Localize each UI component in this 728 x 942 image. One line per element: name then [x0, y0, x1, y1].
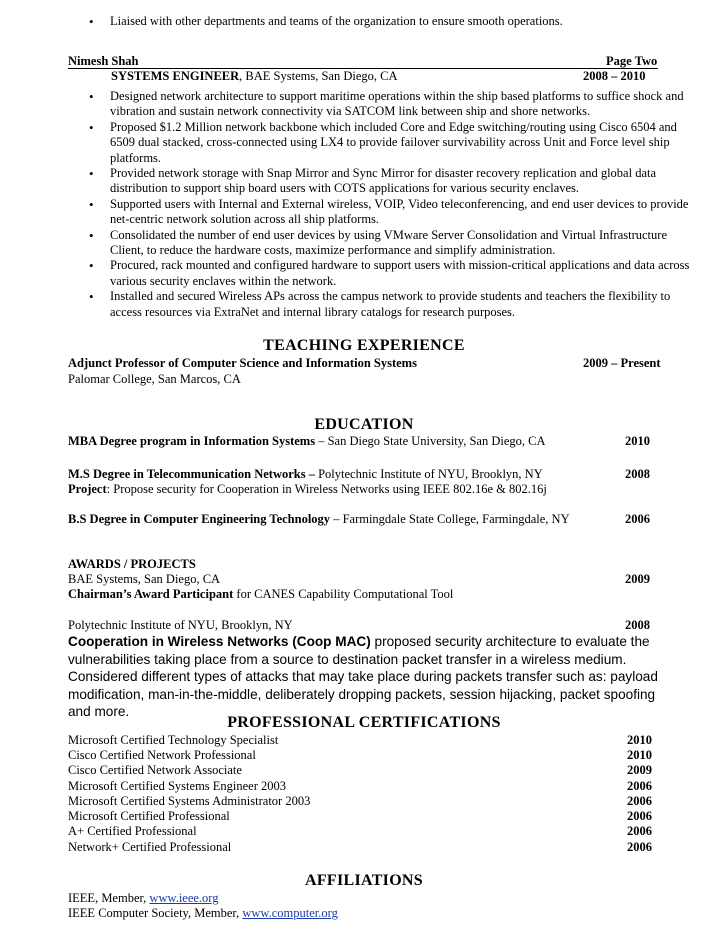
cert-row	[68, 763, 652, 778]
job-bullet: • Procured, rack mounted and configured hardware to support users with mission-critical applications and data across various security enclaves within the network.	[0, 258, 690, 289]
affiliation-item	[68, 906, 338, 921]
awards-heading: AWARDS / PROJECTS	[68, 557, 196, 571]
cert-row	[68, 748, 652, 763]
project-label: Project	[68, 482, 107, 496]
job-bullet: • Supported users with Internal and External wireless, VOIP, Video teleconferencing, and end user devices to provide net-centric network solution across all ship platforms.	[0, 197, 690, 228]
teaching-role: Adjunct Professor of Computer Science and Information Systems	[68, 356, 417, 370]
cert-row	[68, 794, 652, 809]
degree-year: 2010	[625, 434, 650, 448]
job-bullets	[0, 89, 690, 320]
affiliation-link[interactable]: www.computer.org	[242, 906, 338, 920]
cert-name: Microsoft Certified Systems Engineer 2003	[68, 779, 287, 793]
education-project	[68, 482, 547, 497]
cert-year: 2006	[627, 824, 652, 838]
cert-row	[68, 824, 652, 839]
cert-row	[68, 733, 652, 748]
education-item	[68, 512, 570, 527]
affiliation-label: IEEE Computer Society, Member,	[68, 906, 243, 920]
job-title: SYSTEMS ENGINEER	[111, 69, 240, 83]
job-employer: , BAE Systems, San Diego, CA	[239, 69, 398, 83]
job-bullet: • Consolidated the number of end user devices by using VMware Server Consolidation and Virtual Infrastructure Client, to reduce the hardware costs, maximize performance and simplify administration.	[0, 228, 690, 259]
education-item	[68, 467, 543, 482]
teaching-heading: TEACHING EXPERIENCE	[263, 337, 465, 354]
header-name: Nimesh Shah	[68, 54, 139, 68]
education-heading: EDUCATION	[314, 416, 414, 433]
award-year: 2009	[625, 572, 650, 586]
cert-year: 2006	[627, 794, 652, 808]
degree-school: Polytechnic Institute of NYU, Brooklyn, NY	[314, 467, 543, 481]
award-org: BAE Systems, San Diego, CA	[68, 572, 221, 586]
award-title-line	[68, 587, 453, 602]
degree-name: B.S Degree in Computer Engineering Technology	[68, 512, 331, 526]
cert-name: A+ Certified Professional	[68, 824, 197, 838]
header-page-label: Page Two	[606, 54, 658, 68]
job-title-line	[111, 69, 398, 84]
award-title: Chairman’s Award Participant	[68, 587, 234, 601]
degree-school: – San Diego State University, San Diego, CA	[315, 434, 546, 448]
education-item	[68, 434, 546, 449]
cert-row	[68, 809, 652, 824]
cert-name: Cisco Certified Network Professional	[68, 748, 256, 762]
cert-year: 2006	[627, 779, 652, 793]
certifications-heading: PROFESSIONAL CERTIFICATIONS	[227, 714, 501, 731]
job-bullet: • Installed and secured Wireless APs across the campus network to provide students and teachers the flexibility to access resources via ExtraNet and internal library catalogs for research purposes.	[0, 289, 690, 320]
degree-year: 2008	[625, 467, 650, 481]
teaching-place: Palomar College, San Marcos, CA	[68, 372, 241, 386]
cert-name: Network+ Certified Professional	[68, 840, 232, 854]
degree-name: MBA Degree program in Information Systems	[68, 434, 316, 448]
cert-name: Cisco Certified Network Associate	[68, 763, 242, 777]
cert-year: 2009	[627, 763, 652, 777]
coop-project	[68, 633, 668, 721]
cert-name: Microsoft Certified Systems Administrator 2003	[68, 794, 311, 808]
job-bullet: • Designed network architecture to support maritime operations within the ship based platforms to suffice shock and vibration and sustain network connectivity via SATCOM link between ship and shore networks.	[0, 89, 690, 120]
award-year: 2008	[625, 618, 650, 632]
coop-desc: proposed security architecture to evaluate the vulnerabilities taking place from a source to destination packet transfer in a wireless medium. Considered different types of attacks that may take place during packets transfer such as: payload modification, man-in-the-middle, deliberately dropping packets, session hijacking, packet spoofing and more.	[68, 634, 658, 719]
cert-year: 2010	[627, 733, 652, 747]
cert-name: Microsoft Certified Technology Specialist	[68, 733, 279, 747]
coop-title: Cooperation in Wireless Networks (Coop MAC)	[68, 634, 371, 649]
degree-year: 2006	[625, 512, 650, 526]
teaching-dates: 2009 – Present	[583, 356, 661, 370]
previous-job-bullets	[0, 14, 690, 29]
cert-row	[68, 840, 652, 855]
cert-year: 2006	[627, 809, 652, 823]
degree-name: M.S Degree in Telecommunication Networks –	[68, 467, 315, 481]
affiliation-link[interactable]: www.ieee.org	[149, 891, 219, 905]
cert-year: 2006	[627, 840, 652, 854]
cert-row	[68, 779, 652, 794]
affiliation-item	[68, 891, 219, 906]
degree-school: – Farmingdale State College, Farmingdale, NY	[330, 512, 570, 526]
job-bullet: • Proposed $1.2 Million network backbone which included Core and Edge switching/routing using Cisco 6504 and 6509 dual stacked, cross-connected using LX4 to provide failover survivability across Unit and Force level ship platforms.	[0, 120, 690, 166]
cert-year: 2010	[627, 748, 652, 762]
project-text: : Propose security for Cooperation in Wireless Networks using IEEE 802.16e & 802.16j	[106, 482, 547, 496]
cert-name: Microsoft Certified Professional	[68, 809, 230, 823]
affiliation-label: IEEE, Member,	[68, 891, 150, 905]
job-dates: 2008 – 2010	[583, 69, 646, 83]
award-org: Polytechnic Institute of NYU, Brooklyn, NY	[68, 618, 293, 632]
job-bullet: • Provided network storage with Snap Mirror and Sync Mirror for disaster recovery replication and global data distribution to support ship board users with COTS applications for various security enclaves.	[0, 166, 690, 197]
affiliations-heading: AFFILIATIONS	[305, 872, 423, 889]
bullet-item: • Liaised with other departments and teams of the organization to ensure smooth operations.	[0, 14, 690, 29]
award-desc: for CANES Capability Computational Tool	[233, 587, 454, 601]
